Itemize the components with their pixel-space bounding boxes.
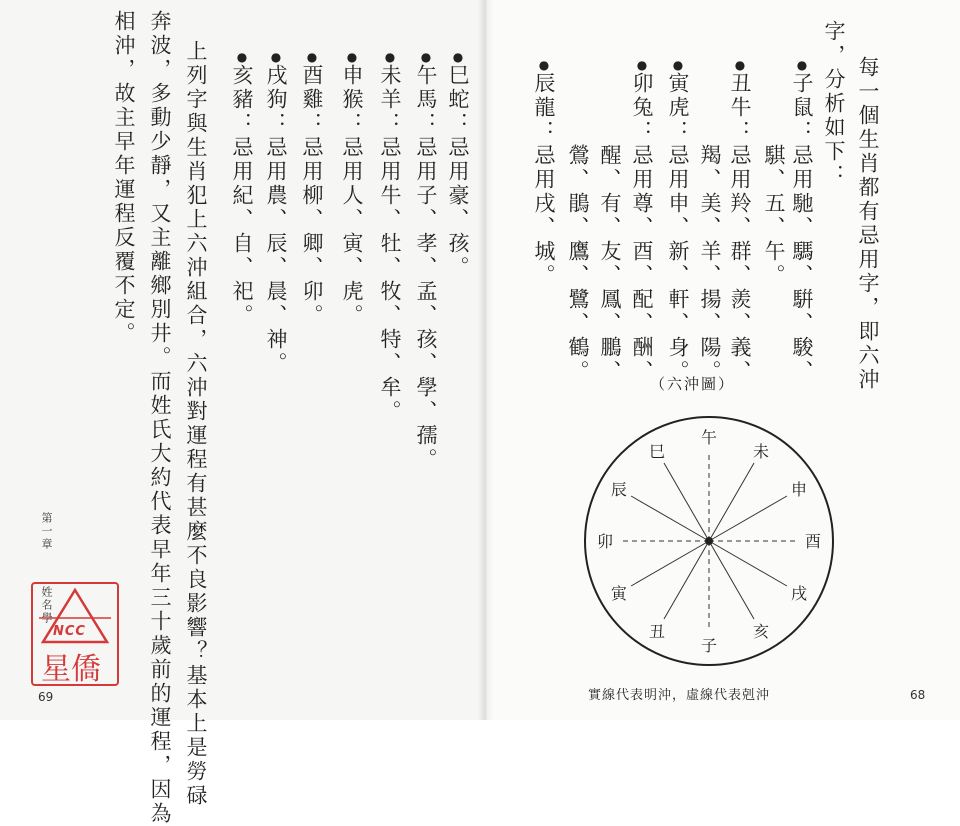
branch-label: 卯 — [596, 532, 614, 551]
entry-yin-tiger: ●寅虎：忌用申、新、軒、身。 — [666, 58, 690, 384]
clash-line — [631, 496, 709, 541]
book-gutter — [478, 0, 494, 720]
entry-xu-dog: ●戌狗：忌用農、辰、晨、神。 — [264, 50, 288, 376]
clash-line — [709, 463, 754, 541]
six-clash-diagram — [578, 410, 840, 672]
bullet-icon: ● — [733, 58, 747, 72]
branch-label: 亥 — [752, 622, 770, 642]
entry-hai-pig: ●亥豬：忌用紀、自、祀。 — [230, 50, 254, 328]
branch-label: 未 — [752, 441, 770, 461]
bullet-icon: ● — [235, 50, 249, 64]
branch-label: 酉 — [804, 532, 822, 551]
branch-label: 寅 — [610, 584, 627, 603]
entry-chou-ox-line-1: ●丑牛：忌用羚、群、羨、義、 — [728, 58, 752, 384]
bullet-icon: ● — [451, 50, 465, 64]
bullet-icon: ● — [537, 58, 551, 72]
page-number-left: 69 — [38, 690, 54, 704]
clash-line — [664, 541, 709, 619]
bullet-icon: ● — [345, 50, 359, 64]
clash-line — [709, 541, 754, 619]
entry-si-snake: ●巳蛇：忌用豪、孩。 — [446, 50, 470, 280]
entry-chen-dragon: ●辰龍：忌用戌、城。 — [532, 58, 556, 288]
entry-mao-rabbit-line-3: 鶯、鵑、鷹、鷺、鶴。 — [566, 144, 590, 384]
publisher-stamp — [31, 582, 119, 686]
clash-line — [709, 541, 787, 586]
diagram-caption: 實線代表明沖，虛線代表剋沖 — [588, 688, 771, 703]
branch-label: 巳 — [648, 441, 666, 461]
entry-chou-ox-line-2: 羯、美、羊、揚、陽。 — [698, 144, 722, 384]
bullet-icon: ● — [795, 58, 809, 72]
entry-mao-rabbit-line-1: ●卯兔：忌用尊、酉、配、酬、 — [630, 58, 654, 384]
branch-label: 申 — [791, 480, 808, 499]
branch-label: 丑 — [648, 622, 666, 642]
paragraph-line-1: 上列字與生肖犯上六沖組合，六沖對運程有甚麼不良影響？基本上是勞碌 — [184, 40, 208, 808]
clash-line — [709, 496, 787, 541]
diagram-title: （六沖圖） — [650, 375, 736, 393]
entry-you-rooster: ●酉雞：忌用柳、卿、卯。 — [300, 50, 324, 328]
entry-wei-goat: ●未羊：忌用牛、牡、牧、特、牟。 — [378, 50, 402, 424]
branch-label: 子 — [700, 636, 718, 655]
chapter-label: 第一章 — [40, 512, 53, 551]
book-label: 姓名學 — [40, 586, 53, 625]
bullet-icon: ● — [383, 50, 397, 64]
bullet-icon: ● — [305, 50, 319, 64]
paragraph-line-3: 相沖，故主早年運程反覆不定。 — [112, 10, 136, 346]
bullet-icon: ● — [635, 58, 649, 72]
entry-zi-rat-line-1: ●子鼠：忌用馳、騳、騈、駿、 — [790, 58, 814, 384]
paragraph-line-2: 奔波，多動少靜，又主離鄉別井。而姓氏大約代表早年三十歲前的運程，因為 — [148, 10, 172, 826]
entry-shen-monkey: ●申猴：忌用人、寅、虎。 — [340, 50, 364, 328]
intro-line-1: 每一個生肖都有忌用字，即六沖 — [856, 56, 880, 392]
entry-mao-rabbit-line-2: 醒、有、友、鳳、鵬、 — [598, 144, 622, 384]
branch-label: 辰 — [610, 480, 627, 499]
center-point — [705, 537, 713, 545]
clash-line — [664, 463, 709, 541]
intro-line-2: 字，分析如下： — [822, 20, 846, 188]
branch-label: 戌 — [791, 584, 808, 603]
page-number-right: 68 — [910, 688, 926, 702]
branch-label: 午 — [700, 428, 718, 447]
stamp-name: 星僑 — [41, 652, 101, 687]
clash-line — [631, 541, 709, 586]
stamp-brand: NCC — [53, 624, 86, 639]
entry-zi-rat-line-2: 騏、五、午。 — [762, 144, 786, 288]
bullet-icon: ● — [671, 58, 685, 72]
bullet-icon: ● — [269, 50, 283, 64]
entry-wu-horse: ●午馬：忌用子、孝、孟、孩、學、孺。 — [414, 50, 438, 472]
bullet-icon: ● — [419, 50, 433, 64]
